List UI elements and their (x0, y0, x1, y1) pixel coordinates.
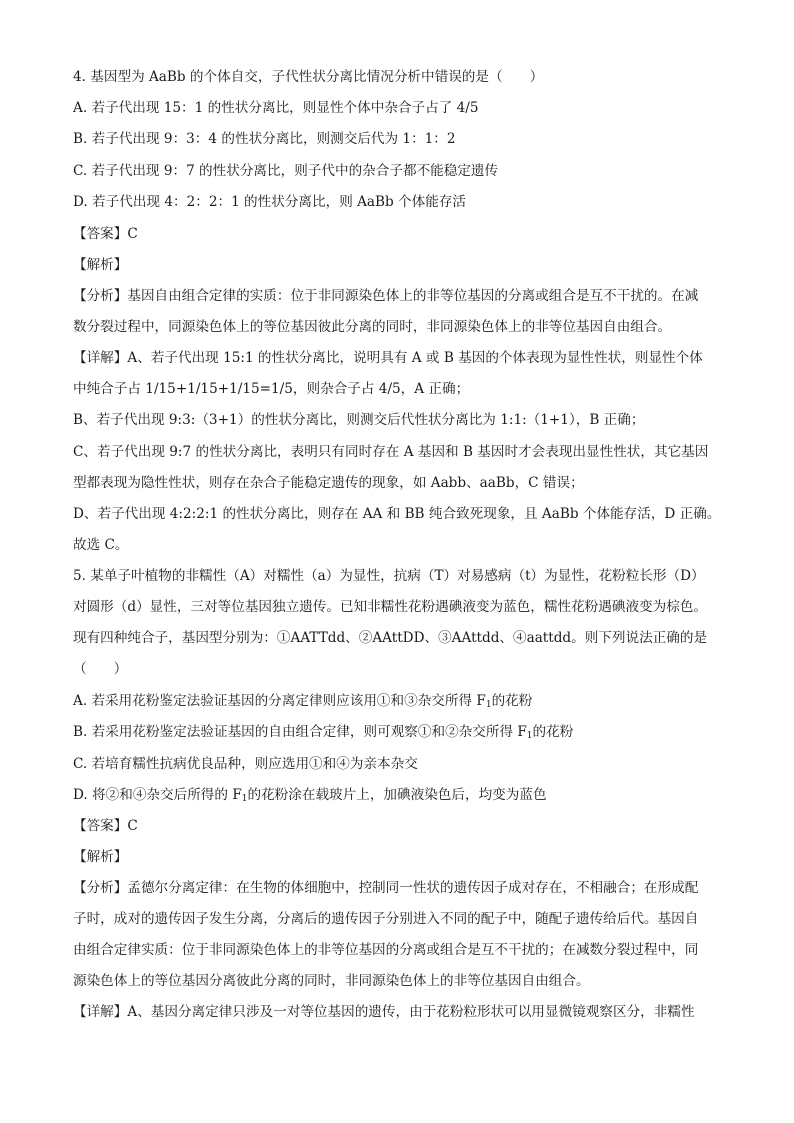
q4-answer: 【答案】C (73, 226, 138, 242)
q5-analysis-line-1: 【分析】孟德尔分离定律：在生物的体细胞中，控制同一性状的遗传因子成对存在，不相融合；在形成配 (73, 880, 699, 896)
question-5-stem-line-4: （ ） (73, 661, 128, 677)
q4-option-c: C. 若子代出现 9：7 的性状分离比，则子代中的杂合子都不能稳定遗传 (73, 163, 499, 179)
q4-detail-line-7: 故选 C。 (73, 537, 129, 553)
q4-analysis-title: 【解析】 (73, 257, 128, 273)
q4-analysis-line-1: 【分析】基因自由组合定律的实质：位于非同源染色体上的非等位基因的分离或组合是互不干扰的。在减 (73, 288, 699, 304)
q4-analysis-line-2: 数分裂过程中，同源染色体上的等位基因彼此分离的同时，非同源染色体上的非等位基因自由组合。 (73, 319, 672, 335)
q5-option-a: A. 若采用花粉鉴定法验证基因的分离定律则应该用①和③杂交所得 $F_1$的花粉 (73, 693, 533, 710)
q4-detail-line-2: 中纯合子占 1/15+1/15+1/15=1/5，则杂合子占 4/5，A 正确； (73, 381, 470, 397)
q5-analysis-line-2: 子时，成对的遗传因子发生分离，分离后的遗传因子分别进入不同的配子中，随配子遗传给后代。基因自 (73, 911, 699, 927)
question-4-stem: 4. 基因型为 AaBb 的个体自交，子代性状分离比情况分析中错误的是（ ） (73, 69, 544, 85)
q5-option-c: C. 若培育糯性抗病优良品种，则应选用①和④为亲本杂交 (73, 756, 418, 772)
q5-analysis-line-3: 由组合定律实质：位于非同源染色体上的非等位基因的分离或组合是互不干扰的；在减数分裂过程中，同 (73, 942, 699, 958)
q5-detail-line-1: 【详解】A、基因分离定律只涉及一对等位基因的遗传，由于花粉粒形状可以用显微镜观察区分，非糯性 (73, 1004, 695, 1020)
q5-option-b: B. 若采用花粉鉴定法验证基因的自由组合定律，则可观察①和②杂交所得 $F_1$的花粉 (73, 724, 574, 741)
question-5-stem-line-2: 对圆形（d）显性，三对等位基因独立遗传。已知非糯性花粉遇碘液变为蓝色，糯性花粉遇碘液变为棕色。 (73, 599, 708, 615)
q5-analysis-title: 【解析】 (73, 849, 128, 865)
q4-detail-line-4: C、若子代出现 9:7 的性状分离比，表明只有同时存在 A 基因和 B 基因时才会表现出显性性状，其它基因 (73, 444, 709, 460)
question-5-stem-line-1: 5. 某单子叶植物的非糯性（A）对糯性（a）为显性，抗病（T）对易感病（t）为显性，花粉粒长形（D） (73, 568, 705, 584)
q4-detail-line-3: B、若子代出现 9:3:（3+1）的性状分离比，则测交后代性状分离比为 1:1:（1+1），B 正确； (73, 412, 645, 428)
q5-analysis-line-4: 源染色体上的等位基因分离彼此分离的同时，非同源染色体上的非等位基因自由组合。 (73, 973, 590, 989)
q5-option-d: D. 将②和④杂交后所得的 $F_1$的花粉涂在载玻片上，加碘液染色后，均变为蓝色 (73, 787, 547, 804)
question-5-stem-line-3: 现有四种纯合子，基因型分别为：①AATTdd、②AAttDD、③AAttdd、④aattdd。则下列说法正确的是 (73, 630, 708, 646)
q4-option-b: B. 若子代出现 9：3：4 的性状分离比，则测交后代为 1：1：2 (73, 131, 456, 147)
q4-option-a: A. 若子代出现 15：1 的性状分离比，则显性个体中杂合子占了 4/5 (73, 100, 479, 116)
q4-detail-line-5: 型都表现为隐性性状，则存在杂合子能稳定遗传的现象，如 Aabb、aaBb，C 错误； (73, 475, 584, 491)
q4-detail-line-1: 【详解】A、若子代出现 15:1 的性状分离比，说明具有 A 或 B 基因的个体表现为显性性状，则显性个体 (73, 350, 703, 366)
q5-answer: 【答案】C (73, 818, 138, 834)
q4-option-d: D. 若子代出现 4：2：2：1 的性状分离比，则 AaBb 个体能存活 (73, 194, 467, 210)
q4-detail-line-6: D、若子代出现 4:2:2:1 的性状分离比，则存在 AA 和 BB 纯合致死现象，且 AaBb 个体能存活，D 正确。 (73, 506, 721, 522)
